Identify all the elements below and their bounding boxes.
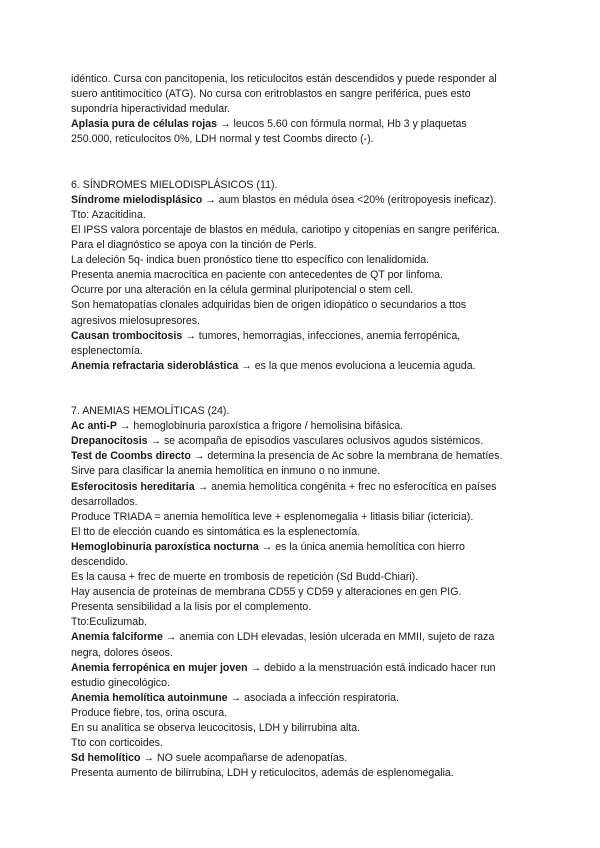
line-text: Para el diagnóstico se apoya con la tinción de Perls.: [71, 239, 317, 252]
line-text: El IPSS valora porcentaje de blastos en médula, cariotipo y citopenias en sangre periférica.: [71, 223, 500, 236]
text-line: [71, 525, 541, 540]
line-text: → es la única anemia hemolítica con hierro: [258, 540, 465, 553]
section-7-body: [71, 419, 541, 781]
section-7-heading: 7. ANEMIAS HEMOLÍTICAS (24).: [71, 405, 230, 418]
bold-term: Anemia hemolítica autoinmune: [71, 691, 228, 704]
text-line: [71, 736, 541, 751]
text-line: [71, 449, 541, 464]
text-line: [71, 208, 541, 223]
text-line: [71, 298, 541, 313]
line-text: Presenta anemia macrocítica en paciente con antecedentes de QT por linfoma.: [71, 269, 443, 282]
bold-term: Síndrome mielodisplásico: [71, 193, 203, 206]
text-line: [71, 751, 541, 766]
section-6-heading: 6. SÍNDROMES MIELODISPLÁSICOS (11).: [71, 178, 278, 191]
text-line: [71, 661, 541, 676]
text-line: [71, 314, 541, 329]
line-text: → aum blastos en médula ósea <20% (eritropoyesis ineficaz).: [202, 193, 497, 206]
line-text: Hay ausencia de proteínas de membrana CD55 y CD59 y alteraciones en gen PIG.: [71, 586, 462, 599]
line-text: idéntico. Cursa con pancitopenia, los reticulocitos están descendidos y puede responder al: [71, 73, 497, 85]
line-text: El tto de elección cuando es sintomática es la esplenectomía.: [71, 525, 361, 538]
text-line: [71, 253, 541, 268]
bold-term: Sd hemolítico: [71, 752, 141, 765]
bold-term: Causan trombocitosis: [71, 329, 183, 342]
bold-term: Aplasia pura de células rojas: [71, 118, 218, 131]
bold-term: Anemia ferropénica en mujer joven: [71, 661, 248, 674]
text-line: [71, 72, 541, 87]
line-text: Tto:Eculizumab.: [71, 616, 147, 629]
text-line: [71, 283, 541, 298]
line-text: → se acompaña de episodios vasculares oclusivos agudos sistémicos.: [147, 435, 484, 448]
bold-term: Drepanocitosis: [71, 435, 148, 448]
text-line: [71, 676, 541, 691]
text-line: [71, 329, 541, 344]
text-line: [71, 691, 541, 706]
line-text: En su analítica se observa leucocitosis, LDH y bilirrubina alta.: [71, 722, 361, 735]
text-line: [71, 193, 541, 208]
line-text: → es la que menos evoluciona a leucemia aguda.: [238, 359, 476, 372]
text-line: [71, 600, 541, 615]
line-text: → debido a la menstruación está indicado hacer run: [247, 661, 496, 674]
line-text: supondría hiperactividad medular.: [71, 103, 231, 116]
text-line: [71, 766, 541, 781]
bold-term: Test de Coombs directo: [71, 450, 191, 463]
document-page: [71, 72, 541, 781]
line-text: → NO suele acompañarse de adenopatías.: [140, 752, 348, 765]
text-line: [71, 359, 541, 374]
bold-term: Hemoglobinuria paroxística nocturna: [71, 540, 259, 553]
text-line: [71, 132, 541, 147]
line-text: La deleción 5q- indica buen pronóstico tiene tto específico con lenalidomida.: [71, 254, 430, 267]
line-text: 250.000, reticulocitos 0%, LDH normal y test Coombs directo (-).: [71, 133, 374, 146]
line-text: Son hematopatías clonales adquiridas bien de origen idiopático o secundarios a ttos: [71, 299, 467, 312]
text-line: [71, 630, 541, 645]
text-line: [71, 646, 541, 661]
text-line: [71, 585, 541, 600]
text-line: [71, 434, 541, 449]
text-line: [71, 117, 541, 132]
text-line: [71, 570, 541, 585]
text-line: [71, 344, 541, 359]
line-text: suero antitimocítico (ATG). No cursa con eritroblastos en sangre periférica, pues esto: [71, 88, 471, 101]
line-text: Ocurre por una alteración en la célula germinal pluripotencial o stem cell.: [71, 284, 414, 297]
line-text: → tumores, hemorragias, infecciones, anemia ferropénica,: [182, 329, 461, 342]
text-line: [71, 223, 541, 238]
text-line: [71, 464, 541, 479]
line-text: → asociada a infección respiratoria.: [227, 691, 399, 704]
line-text: → leucos 5.60 con fórmula normal, Hb 3 y plaquetas: [217, 118, 467, 131]
line-text: esplenectomía.: [71, 344, 143, 357]
line-text: Sirve para clasificar la anemia hemolítica en inmuno o no inmune.: [71, 465, 381, 478]
line-text: Presenta aumento de bilirrubina, LDH y reticulocitos, además de esplenomegalia.: [71, 767, 454, 780]
text-line: [71, 706, 541, 721]
line-text: Es la causa + frec de muerte en trombosis de repetición (Sd Budd-Chiari).: [71, 571, 419, 584]
text-line: [71, 480, 541, 495]
section-6-body: [71, 193, 541, 374]
bold-term: Anemia refractaria sideroblástica: [71, 359, 239, 372]
bold-term: Ac anti-P: [71, 420, 117, 433]
text-line: [71, 555, 541, 570]
bold-term: Anemia falciforme: [71, 631, 163, 644]
text-line: [71, 510, 541, 525]
line-text: Tto con corticoides.: [71, 737, 163, 750]
line-text: Produce TRIADA = anemia hemolítica leve + esplenomegalia + litiasis biliar (ictericia).: [71, 510, 474, 523]
text-line: [71, 615, 541, 630]
line-text: desarrollados.: [71, 495, 138, 508]
line-text: Produce fiebre, tos, orina oscura.: [71, 706, 228, 719]
line-text: negra, dolores óseos.: [71, 646, 173, 659]
line-text: Tto: Azacitidina.: [71, 208, 146, 221]
line-text: → hemoglobinuria paroxística a frigore / hemolisina bifásica.: [116, 420, 404, 433]
bold-term: Esferocitosis hereditaria: [71, 480, 195, 493]
line-text: estudio ginecológico.: [71, 676, 170, 689]
line-text: → anemia hemolítica congénita + frec no esferocítica en países: [194, 480, 497, 493]
text-line: [71, 268, 541, 283]
line-text: descendido.: [71, 556, 129, 568]
text-line: [71, 540, 541, 555]
intro-block: [71, 72, 541, 147]
text-line: [71, 238, 541, 253]
text-line: [71, 87, 541, 102]
line-text: agresivos mielosupresores.: [71, 314, 200, 327]
text-line: [71, 419, 541, 434]
line-text: Presenta sensibilidad a la lisis por el complemento.: [71, 601, 312, 614]
line-text: → anemia con LDH elevadas, lesión ulcerada en MMII, sujeto de raza: [162, 631, 495, 644]
text-line: [71, 102, 541, 117]
line-text: → determina la presencia de Ac sobre la membrana de hematíes.: [190, 450, 503, 463]
text-line: [71, 495, 541, 510]
text-line: [71, 721, 541, 736]
